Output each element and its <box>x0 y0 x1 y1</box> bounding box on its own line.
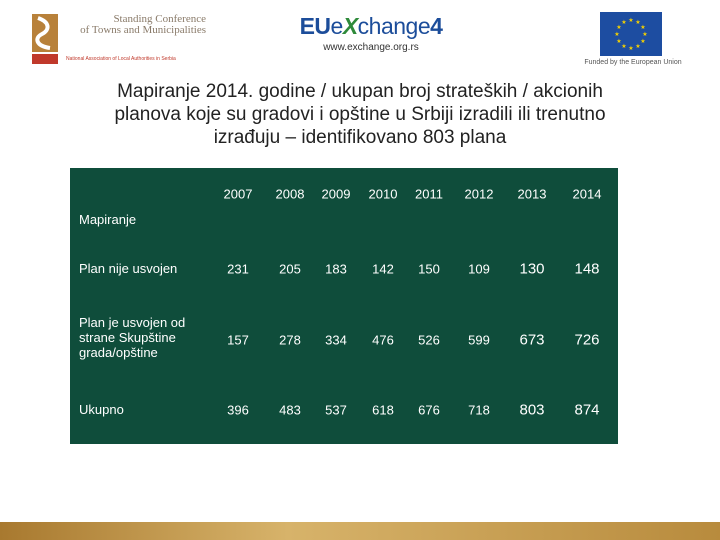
table-cell: 673 <box>519 331 545 349</box>
svg-text:★: ★ <box>642 31 648 38</box>
table-cell: 803 <box>519 401 545 419</box>
skgo-logo <box>32 12 206 68</box>
year-header: 2014 <box>572 186 602 202</box>
svg-text:★: ★ <box>616 24 622 31</box>
year-header: 2007 <box>223 186 253 202</box>
title-line: izrađuju – identifikovano 803 plana <box>213 127 507 148</box>
svg-text:★: ★ <box>621 19 627 26</box>
skgo-subtitle: National Association of Local Authorities in Serbia <box>66 56 176 62</box>
data-table <box>70 168 618 444</box>
corner-label: Mapiranje <box>79 212 137 227</box>
year-header: 2012 <box>464 186 494 202</box>
table-cell: 874 <box>574 401 600 419</box>
year-header: 2011 <box>415 186 443 202</box>
exchange-wordmark: EUeXchange4 <box>299 13 443 39</box>
eu-flag-icon <box>600 12 662 56</box>
row-label: Ukupno <box>79 402 124 417</box>
svg-text:★: ★ <box>614 31 620 38</box>
table-cell: 157 <box>227 332 249 348</box>
year-header: 2010 <box>368 186 398 202</box>
table-cell: 526 <box>418 332 440 348</box>
table-cell: 718 <box>468 402 490 418</box>
table-cell: 599 <box>468 332 490 348</box>
year-header: 2013 <box>517 186 547 202</box>
title-line: Mapiranje 2014. godine / ukupan broj strateških / akcionih <box>117 81 603 102</box>
table-cell: 334 <box>325 332 347 348</box>
svg-text:★: ★ <box>640 38 646 45</box>
svg-text:★: ★ <box>628 45 634 52</box>
table-cell: 676 <box>418 402 440 418</box>
svg-text:★: ★ <box>628 17 634 24</box>
table-cell: 476 <box>372 332 394 348</box>
svg-text:★: ★ <box>635 19 641 26</box>
table-cell: 150 <box>418 261 440 277</box>
eu-caption: Funded by the European Union <box>584 59 682 66</box>
table-cell: 537 <box>325 402 347 418</box>
table-cell: 130 <box>519 260 545 278</box>
table-cell: 396 <box>227 402 249 418</box>
footer-bar <box>0 522 720 540</box>
table-cell: 109 <box>468 261 490 277</box>
eu-logo <box>578 12 688 70</box>
title-line: planova koje su gradovi i opštine u Srbiji izradili ili trenutno <box>114 104 606 125</box>
skgo-name: Standing Conference of Towns and Municipalities <box>80 13 206 36</box>
row-label: Plan nije usvojen <box>79 261 178 276</box>
slide-title <box>40 80 680 149</box>
row-label: Plan je usvojen od strane Skupštine grada/opštine <box>79 315 186 360</box>
table-cell: 726 <box>574 331 600 349</box>
svg-text:★: ★ <box>635 43 641 50</box>
table-cell: 205 <box>279 261 301 277</box>
svg-text:★: ★ <box>621 43 627 50</box>
table-cell: 278 <box>279 332 301 348</box>
table-cell: 483 <box>279 402 301 418</box>
exchange-logo <box>286 12 456 64</box>
table-cell: 183 <box>325 261 347 277</box>
skgo-mark-icon <box>32 14 58 64</box>
table-cell: 142 <box>372 261 394 277</box>
table-cell: 148 <box>574 260 600 278</box>
year-header: 2009 <box>321 186 351 202</box>
table-cell: 618 <box>372 402 394 418</box>
exchange-url: www.exchange.org.rs <box>323 42 419 53</box>
table-cell: 231 <box>227 261 249 277</box>
svg-text:★: ★ <box>616 38 622 45</box>
svg-text:★: ★ <box>640 24 646 31</box>
year-header: 2008 <box>275 186 305 202</box>
